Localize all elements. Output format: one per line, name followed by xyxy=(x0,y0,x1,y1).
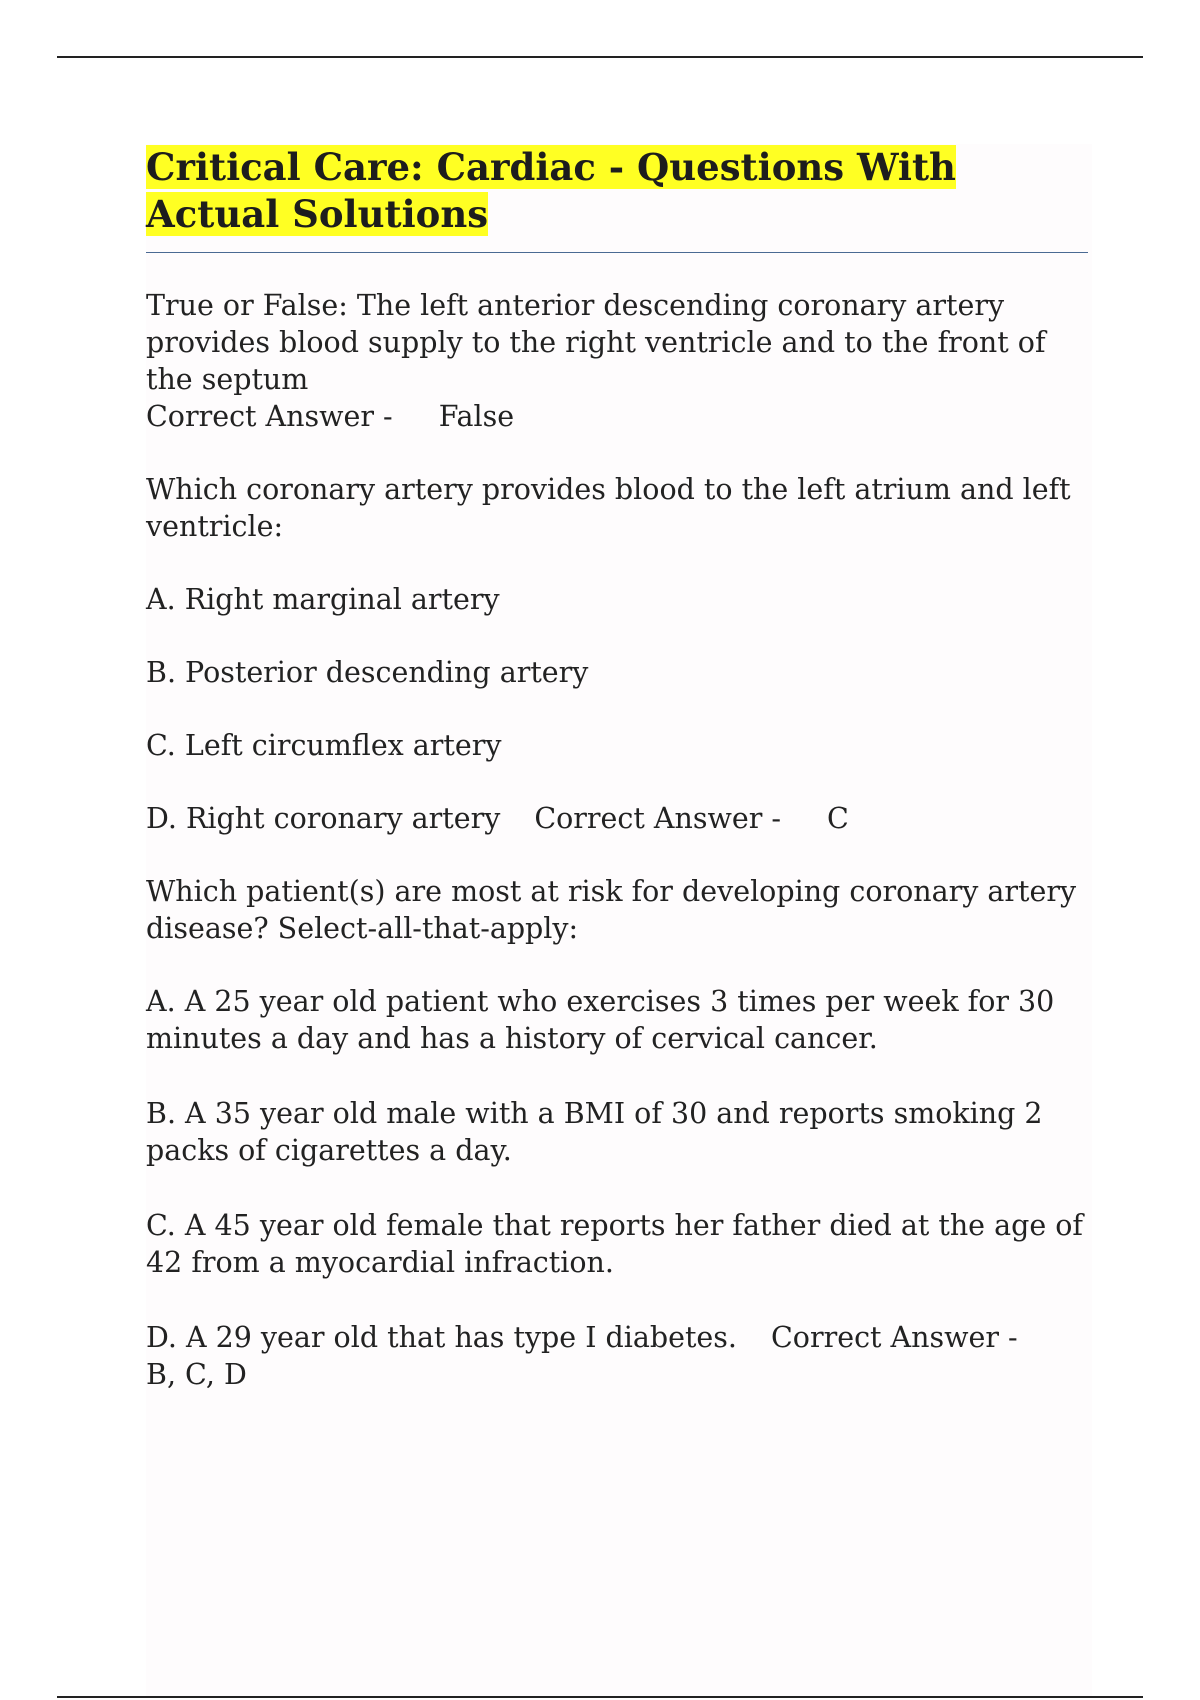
question-1-answer: False xyxy=(438,400,515,433)
answer-label: Correct Answer - xyxy=(771,1321,1018,1354)
option-text: B. Posterior descending artery xyxy=(146,656,589,689)
question-3-option-c xyxy=(146,1207,1092,1281)
question-3 xyxy=(146,873,1092,947)
option-text: A. Right marginal artery xyxy=(146,583,500,616)
top-rule xyxy=(57,56,1143,58)
option-text: B. A 35 year old male with a BMI of 30 and reports smoking 2 packs of cigarettes a day. xyxy=(146,1097,1043,1167)
question-2-text: Which coronary artery provides blood to the left atrium and left ventricle: xyxy=(146,473,1071,543)
question-3-option-b xyxy=(146,1095,1092,1169)
option-text: D. A 29 year old that has type I diabetes. xyxy=(146,1321,737,1354)
option-text: C. A 45 year old female that reports her father died at the age of 42 from a myocardial infraction. xyxy=(146,1209,1083,1279)
answer-label: Correct Answer - xyxy=(534,802,782,835)
question-1-text: True or False: The left anterior descending coronary artery provides blood supply to the right ventricle and to the front of the septum xyxy=(146,289,1046,396)
question-2-answer: C xyxy=(827,802,849,835)
question-2-option-b xyxy=(146,654,1092,691)
question-2-option-a xyxy=(146,581,1092,618)
question-2-option-c xyxy=(146,727,1092,764)
answer-label: Correct Answer - xyxy=(146,400,393,433)
question-3-answer: B, C, D xyxy=(146,1358,247,1391)
option-text: D. Right coronary artery xyxy=(146,802,501,835)
option-text: A. A 25 year old patient who exercises 3 times per week for 30 minutes a day and has a history of cervical cancer. xyxy=(146,985,1055,1055)
question-3-option-d xyxy=(146,1319,1092,1393)
document-title xyxy=(146,144,1088,238)
question-2 xyxy=(146,471,1092,545)
option-text: C. Left circumflex artery xyxy=(146,729,502,762)
title-highlight: Critical Care: Cardiac - Questions With Actual Solutions xyxy=(146,145,956,236)
question-3-text: Which patient(s) are most at risk for developing coronary artery disease? Select-all-that-apply: xyxy=(146,875,1077,945)
title-block xyxy=(146,144,1088,253)
question-3-option-a xyxy=(146,983,1092,1057)
bottom-rule xyxy=(57,1696,1143,1698)
question-1 xyxy=(146,287,1092,435)
question-2-option-d xyxy=(146,800,1092,837)
document-body xyxy=(146,144,1092,1696)
